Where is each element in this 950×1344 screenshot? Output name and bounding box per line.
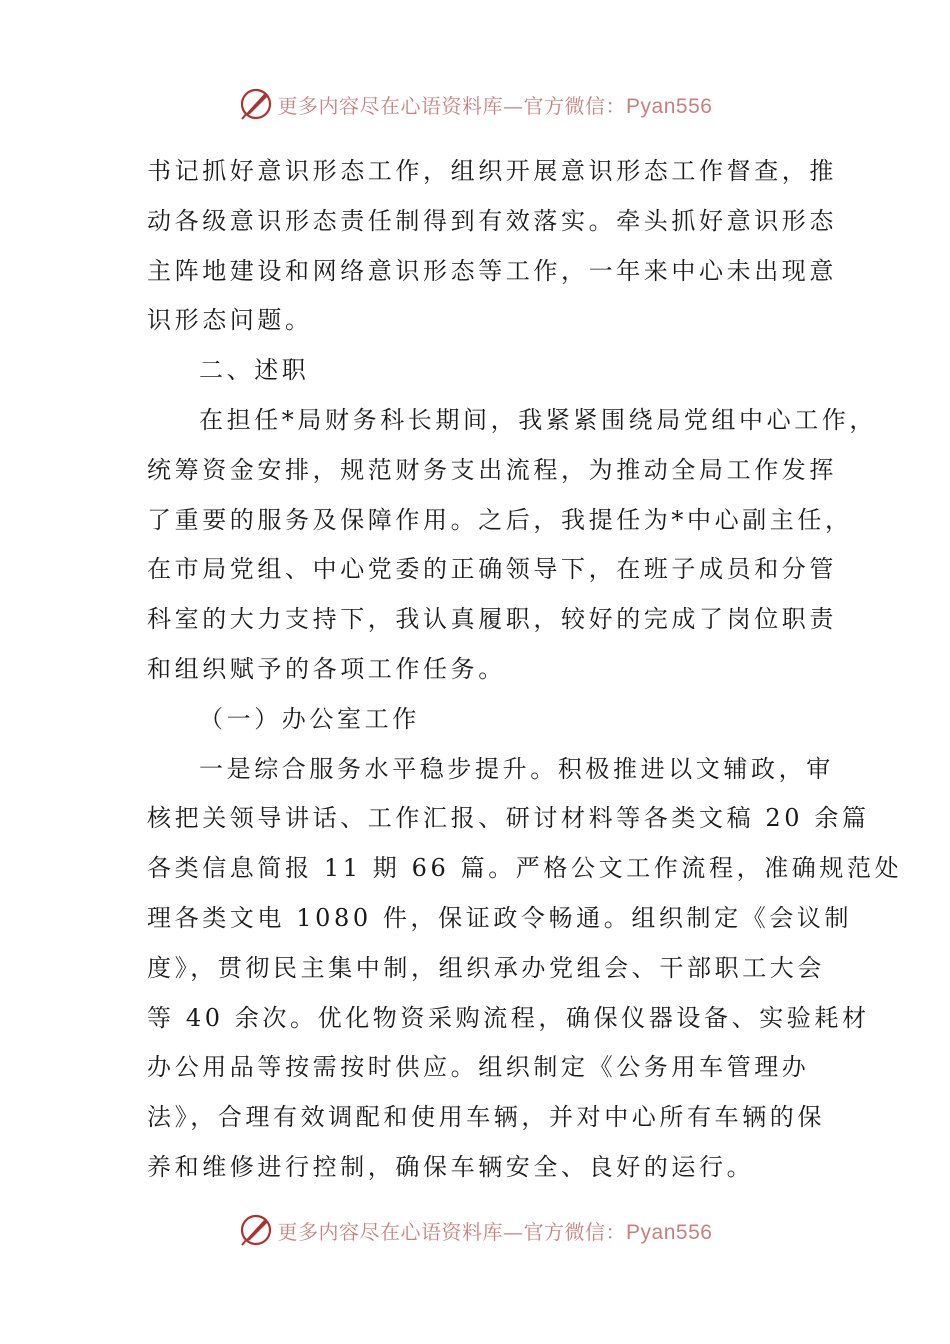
header-banner-text: 更多内容尽在心语资料库—官方微信：Pyan556 — [277, 93, 713, 118]
quill-logo-icon — [238, 1212, 274, 1248]
document-body — [147, 147, 903, 1193]
body-line: 主阵地建设和网络意识形态等工作，一年来中心未出现意 — [147, 256, 837, 285]
body-line: 识形态问题。 — [147, 306, 313, 335]
body-line: 和组织赋予的各项工作任务。 — [147, 654, 506, 683]
footer-banner-text: 更多内容尽在心语资料库—官方微信：Pyan556 — [277, 1219, 713, 1244]
body-line: 理各类文电 1080 件，保证政令畅通。组织制定《会议制 — [147, 903, 853, 932]
header-banner — [0, 84, 950, 124]
subsection-heading: （一）办公室工作 — [199, 704, 420, 733]
body-line: 书记抓好意识形态工作，组织开展意识形态工作督查，推 — [147, 157, 837, 185]
body-line: 一是综合服务水平稳步提升。积极推进以文辅政，审 — [199, 754, 834, 783]
body-line: 在担任*局财务科长期间，我紧紧围绕局党组中心工作， — [199, 405, 877, 434]
body-line: 办公用品等按需按时供应。组织制定《公务用车管理办 — [147, 1053, 810, 1082]
body-line: 动各级意识形态责任制得到有效落实。牵头抓好意识形态 — [147, 206, 837, 235]
footer-banner — [0, 1210, 950, 1250]
body-line: 核把关领导讲话、工作汇报、研讨材料等各类文稿 20 余篇 — [147, 804, 870, 833]
body-line: 度》，贯彻民主集中制，组织承办党组会、干部职工大会 — [147, 953, 825, 982]
quill-logo-icon — [238, 86, 274, 122]
body-line: 科室的大力支持下，我认真履职，较好的完成了岗位职责 — [147, 605, 837, 634]
body-line: 法》，合理有效调配和使用车辆，并对中心所有车辆的保 — [147, 1103, 825, 1132]
body-line: 各类信息简报 11 期 66 篇。严格公文工作流程，准确规范处 — [147, 854, 903, 883]
body-line: 统筹资金安排，规范财务支出流程，为推动全局工作发挥 — [147, 455, 837, 484]
section-heading: 二、述职 — [199, 356, 310, 385]
body-line: 等 40 余次。优化物资采购流程，确保仪器设备、实验耗材 — [147, 1003, 870, 1032]
body-line: 养和维修进行控制，确保车辆安全、良好的运行。 — [147, 1152, 755, 1181]
body-line: 了重要的服务及保障作用。之后，我提任为*中心副主任， — [147, 505, 853, 534]
body-line: 在市局党组、中心党委的正确领导下，在班子成员和分管 — [147, 555, 837, 584]
